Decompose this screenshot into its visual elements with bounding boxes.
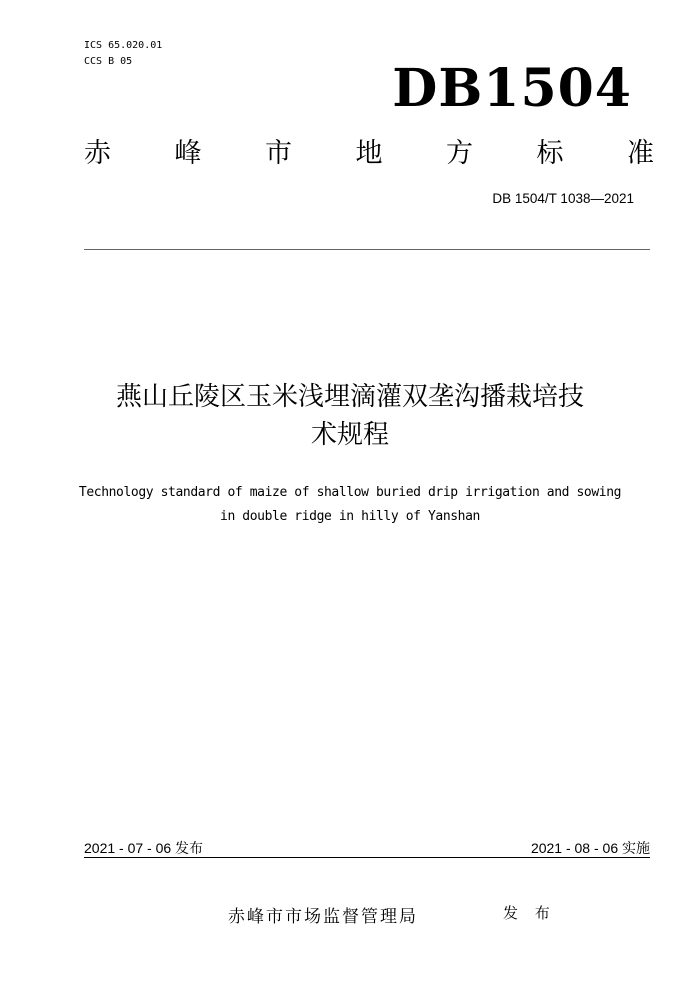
title-en-line: in double ridge in hilly of Yanshan bbox=[220, 509, 480, 524]
standard-type-char: 市 bbox=[265, 138, 292, 169]
standard-type-char: 准 bbox=[627, 138, 654, 169]
standard-type-char: 标 bbox=[536, 138, 564, 169]
standard-type-char: 方 bbox=[446, 138, 473, 169]
issue-label: 发 布 bbox=[503, 904, 556, 922]
standard-code: DB1504 bbox=[392, 58, 632, 119]
header-divider bbox=[84, 249, 650, 250]
standard-type-title bbox=[84, 136, 654, 172]
ics-code: ICS 65.020.01 bbox=[84, 40, 163, 51]
title-zh-line: 术规程 bbox=[310, 420, 389, 450]
footer-divider bbox=[84, 857, 650, 858]
standard-number: DB 1504/T 1038—2021 bbox=[492, 191, 634, 206]
publisher-name: 赤峰市市场监督管理局 bbox=[228, 907, 418, 927]
title-en-line: Technology standard of maize of shallow buried drip irrigation and sowing bbox=[78, 485, 622, 500]
issue-date: 2021 - 07 - 06 发布 bbox=[84, 840, 204, 856]
standard-type-char: 赤 bbox=[84, 138, 111, 169]
ccs-code: CCS B 05 bbox=[84, 56, 133, 67]
standard-type-char: 地 bbox=[355, 138, 383, 169]
classification-codes bbox=[84, 38, 162, 70]
title-zh-line: 燕山丘陵区玉米浅埋滴灌双垄沟播栽培技 bbox=[115, 382, 584, 412]
implement-date: 2021 - 08 - 06 实施 bbox=[530, 840, 650, 856]
document-title-zh bbox=[60, 378, 640, 454]
standard-type-char: 峰 bbox=[174, 138, 202, 169]
document-title-en bbox=[50, 481, 650, 529]
